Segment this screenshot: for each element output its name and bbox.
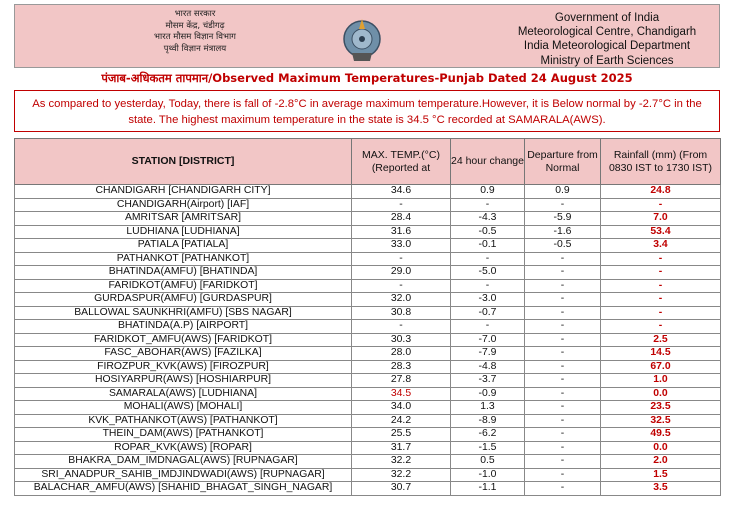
table-row xyxy=(15,198,721,212)
table-row xyxy=(15,252,721,266)
change-cell: -3.7 xyxy=(451,374,525,388)
table-row xyxy=(15,212,721,226)
table-row xyxy=(15,185,721,199)
station-cell: CHANDIGARH [CHANDIGARH CITY] xyxy=(15,185,352,199)
station-cell: BALACHAR_AMFU(AWS) [SHAHID_BHAGAT_SINGH_NAGAR] xyxy=(15,482,352,496)
change-cell: 0.5 xyxy=(451,455,525,469)
rainfall-cell: 2.0 xyxy=(601,455,721,469)
max-temp-cell: 30.8 xyxy=(352,306,451,320)
change-cell: -7.9 xyxy=(451,347,525,361)
rainfall-cell: 14.5 xyxy=(601,347,721,361)
hindi-line: भारत सरकार xyxy=(174,9,216,19)
table-row xyxy=(15,225,721,239)
rainfall-cell: 23.5 xyxy=(601,401,721,415)
rainfall-cell: - xyxy=(601,198,721,212)
english-line: Ministry of Earth Sciences xyxy=(540,54,674,67)
station-cell: PATIALA [PATIALA] xyxy=(15,239,352,253)
station-cell: FIROZPUR_KVK(AWS) [FIROZPUR] xyxy=(15,360,352,374)
change-cell: 1.3 xyxy=(451,401,525,415)
rainfall-cell: 3.4 xyxy=(601,239,721,253)
station-cell: GURDASPUR(AMFU) [GURDASPUR] xyxy=(15,293,352,307)
table-row xyxy=(15,374,721,388)
table-row xyxy=(15,347,721,361)
page-header xyxy=(14,4,720,68)
departure-cell: - xyxy=(525,293,601,307)
table-row xyxy=(15,320,721,334)
change-cell: -8.9 xyxy=(451,414,525,428)
table-row xyxy=(15,239,721,253)
rainfall-cell: - xyxy=(601,252,721,266)
station-cell: BHAKRA_DAM_IMDNAGAL(AWS) [RUPNAGAR] xyxy=(15,455,352,469)
table-row xyxy=(15,482,721,496)
change-cell: -4.8 xyxy=(451,360,525,374)
rainfall-cell: - xyxy=(601,279,721,293)
max-temp-cell: - xyxy=(352,320,451,334)
rainfall-cell: 1.5 xyxy=(601,468,721,482)
departure-cell: - xyxy=(525,441,601,455)
max-temp-cell: 34.0 xyxy=(352,401,451,415)
change-cell: -5.0 xyxy=(451,266,525,280)
table-row xyxy=(15,414,721,428)
change-cell: -7.0 xyxy=(451,333,525,347)
station-cell: SAMARALA(AWS) [LUDHIANA] xyxy=(15,387,352,401)
max-temp-cell: - xyxy=(352,279,451,293)
rainfall-cell: 0.0 xyxy=(601,441,721,455)
table-row xyxy=(15,279,721,293)
change-cell: -1.5 xyxy=(451,441,525,455)
station-cell: CHANDIGARH(Airport) [IAF] xyxy=(15,198,352,212)
station-cell: BHATINDA(A.P) [AIRPORT] xyxy=(15,320,352,334)
header-change: 24 hour change xyxy=(451,139,525,185)
hindi-line: भारत मौसम विज्ञान विभाग xyxy=(154,32,236,42)
departure-cell: - xyxy=(525,333,601,347)
english-line: Government of India xyxy=(554,12,660,24)
max-temp-cell: 32.2 xyxy=(352,468,451,482)
departure-cell: - xyxy=(525,279,601,293)
rainfall-cell: - xyxy=(601,320,721,334)
departure-cell: - xyxy=(525,320,601,334)
station-cell: FARIDKOT_AMFU(AWS) [FARIDKOT] xyxy=(15,333,352,347)
departure-cell: - xyxy=(525,414,601,428)
max-temp-cell: 34.6 xyxy=(352,185,451,199)
station-cell: LUDHIANA [LUDHIANA] xyxy=(15,225,352,239)
change-cell: -1.1 xyxy=(451,482,525,496)
rainfall-cell: 49.5 xyxy=(601,428,721,442)
departure-cell: - xyxy=(525,347,601,361)
english-org-block xyxy=(495,11,719,68)
summary-text: As compared to yesterday, Today, there is fall of -2.8°C in average maximum temperature.However, it is Below normal by -2.7°C in the state. The highest maximum temperature in the state is 34.5 °C recorded at SAMARALA(AWS). xyxy=(14,90,720,132)
rainfall-cell: 53.4 xyxy=(601,225,721,239)
table-row xyxy=(15,441,721,455)
rainfall-cell: 67.0 xyxy=(601,360,721,374)
departure-cell: - xyxy=(525,468,601,482)
rainfall-cell: 1.0 xyxy=(601,374,721,388)
english-line: Meteorological Centre, Chandigarh xyxy=(517,26,697,39)
departure-cell: -5.9 xyxy=(525,212,601,226)
station-cell: THEIN_DAM(AWS) [PATHANKOT] xyxy=(15,428,352,442)
page-title: पंजाब-अधिकतम तापमान/Observed Maximum Temperatures-Punjab Dated 24 August 2025 xyxy=(101,71,633,85)
departure-cell: - xyxy=(525,387,601,401)
max-temp-cell: 27.8 xyxy=(352,374,451,388)
station-cell: HOSIYARPUR(AWS) [HOSHIARPUR] xyxy=(15,374,352,388)
station-cell: ROPAR_KVK(AWS) [ROPAR] xyxy=(15,441,352,455)
max-temp-cell: 28.0 xyxy=(352,347,451,361)
change-cell: - xyxy=(451,252,525,266)
header-station: STATION [DISTRICT] xyxy=(15,139,352,185)
rainfall-cell: 24.8 xyxy=(601,185,721,199)
rainfall-cell: - xyxy=(601,306,721,320)
header-max-temp: MAX. TEMP.(°C) (Reported at xyxy=(352,139,451,185)
max-temp-cell: 28.3 xyxy=(352,360,451,374)
station-cell: MOHALI(AWS) [MOHALI] xyxy=(15,401,352,415)
max-temp-cell: 33.0 xyxy=(352,239,451,253)
station-cell: BHATINDA(AMFU) [BHATINDA] xyxy=(15,266,352,280)
table-row xyxy=(15,360,721,374)
departure-cell: - xyxy=(525,401,601,415)
hindi-line: मौसम केंद्र, चंडीगढ़ xyxy=(165,20,225,31)
rainfall-cell: - xyxy=(601,266,721,280)
station-cell: FARIDKOT(AMFU) [FARIDKOT] xyxy=(15,279,352,293)
max-temp-cell: 31.6 xyxy=(352,225,451,239)
english-line: India Meteorological Department xyxy=(523,40,691,53)
change-cell: 0.9 xyxy=(451,185,525,199)
departure-cell: - xyxy=(525,482,601,496)
hindi-org-block xyxy=(125,9,265,55)
departure-cell: -1.6 xyxy=(525,225,601,239)
change-cell: - xyxy=(451,279,525,293)
header-rainfall: Rainfall (mm) (From 0830 IST to 1730 IST) xyxy=(601,139,721,185)
station-cell: KVK_PATHANKOT(AWS) [PATHANKOT] xyxy=(15,414,352,428)
rainfall-cell: - xyxy=(601,293,721,307)
change-cell: -3.0 xyxy=(451,293,525,307)
national-emblem-icon xyxy=(337,15,387,67)
change-cell: - xyxy=(451,320,525,334)
table-row xyxy=(15,468,721,482)
max-temp-cell: 24.2 xyxy=(352,414,451,428)
max-temp-cell: 30.7 xyxy=(352,482,451,496)
table-row xyxy=(15,428,721,442)
max-temp-cell: 32.0 xyxy=(352,293,451,307)
rainfall-cell: 0.0 xyxy=(601,387,721,401)
change-cell: -0.1 xyxy=(451,239,525,253)
change-cell: -0.5 xyxy=(451,225,525,239)
table-row xyxy=(15,387,721,401)
departure-cell: - xyxy=(525,428,601,442)
max-temp-cell: 32.2 xyxy=(352,455,451,469)
change-cell: -4.3 xyxy=(451,212,525,226)
departure-cell: - xyxy=(525,252,601,266)
departure-cell: - xyxy=(525,360,601,374)
max-temp-cell: 25.5 xyxy=(352,428,451,442)
change-cell: - xyxy=(451,198,525,212)
station-cell: SRI_ANADPUR_SAHIB_IMDJINDWADI(AWS) [RUPNAGAR] xyxy=(15,468,352,482)
table-row xyxy=(15,455,721,469)
max-temp-cell: 29.0 xyxy=(352,266,451,280)
change-cell: -0.9 xyxy=(451,387,525,401)
departure-cell: - xyxy=(525,455,601,469)
max-temp-cell: 28.4 xyxy=(352,212,451,226)
temperature-table xyxy=(14,138,721,496)
header-departure: Departure from Normal xyxy=(525,139,601,185)
departure-cell: 0.9 xyxy=(525,185,601,199)
change-cell: -6.2 xyxy=(451,428,525,442)
rainfall-cell: 2.5 xyxy=(601,333,721,347)
departure-cell: - xyxy=(525,374,601,388)
change-cell: -1.0 xyxy=(451,468,525,482)
table-row xyxy=(15,306,721,320)
station-cell: PATHANKOT [PATHANKOT] xyxy=(15,252,352,266)
hindi-line: पृथ्वी विज्ञान मंत्रालय xyxy=(163,43,227,54)
rainfall-cell: 32.5 xyxy=(601,414,721,428)
table-row xyxy=(15,401,721,415)
rainfall-cell: 3.5 xyxy=(601,482,721,496)
max-temp-cell: 34.5 xyxy=(352,387,451,401)
max-temp-cell: 30.3 xyxy=(352,333,451,347)
departure-cell: - xyxy=(525,266,601,280)
departure-cell: - xyxy=(525,198,601,212)
max-temp-cell: - xyxy=(352,252,451,266)
departure-cell: -0.5 xyxy=(525,239,601,253)
rainfall-cell: 7.0 xyxy=(601,212,721,226)
max-temp-cell: 31.7 xyxy=(352,441,451,455)
change-cell: -0.7 xyxy=(451,306,525,320)
departure-cell: - xyxy=(525,306,601,320)
station-cell: AMRITSAR [AMRITSAR] xyxy=(15,212,352,226)
max-temp-cell: - xyxy=(352,198,451,212)
station-cell: BALLOWAL SAUNKHRI(AMFU) [SBS NAGAR] xyxy=(15,306,352,320)
table-row xyxy=(15,293,721,307)
table-row xyxy=(15,266,721,280)
table-row xyxy=(15,333,721,347)
station-cell: FASC_ABOHAR(AWS) [FAZILKA] xyxy=(15,347,352,361)
